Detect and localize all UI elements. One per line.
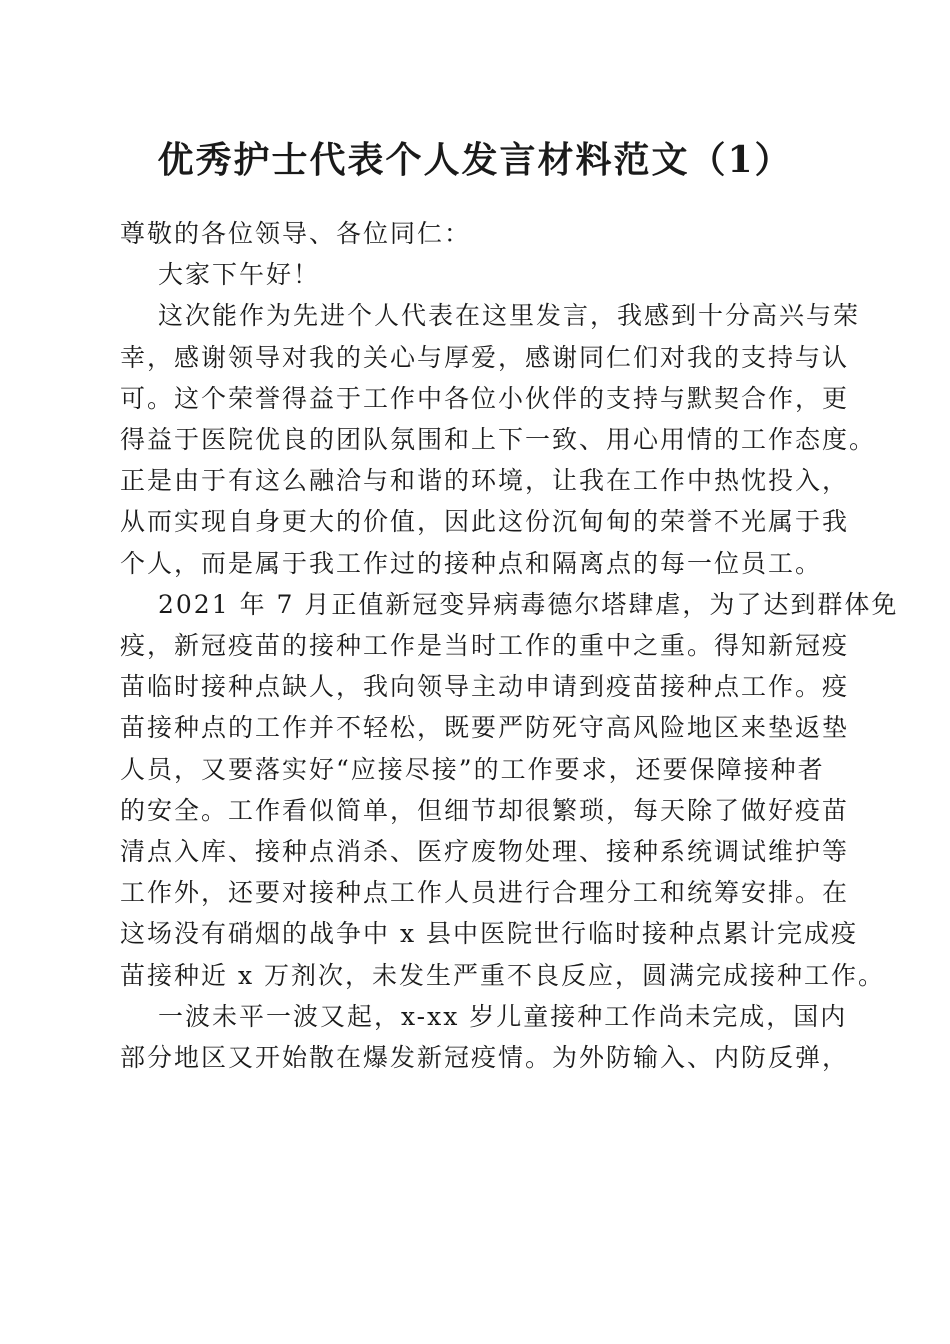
text-line: 苗接种点的工作并不轻松，既要严防死守高风险地区来垫返垫 bbox=[120, 713, 850, 743]
text-line: 2021 年 7 月正值新冠变异病毒德尔塔肆虐，为了达到群体免 bbox=[158, 589, 899, 619]
text-line: 从而实现自身更大的价值，因此这份沉甸甸的荣誉不光属于我 bbox=[120, 507, 850, 537]
text-line: 疫，新冠疫苗的接种工作是当时工作的重中之重。得知新冠疫 bbox=[120, 631, 850, 661]
text-line: 得益于医院优良的团队氛围和上下一致、用心用情的工作态度。 bbox=[120, 425, 877, 455]
document-title: 优秀护士代表个人发言材料范文（1） bbox=[157, 139, 793, 181]
document-body bbox=[120, 213, 899, 1078]
text-line: 清点入库、接种点消杀、医疗废物处理、接种系统调试维护等 bbox=[120, 837, 850, 867]
text-line: 可。这个荣誉得益于工作中各位小伙伴的支持与默契合作，更 bbox=[120, 383, 850, 413]
text-line: 人员，又要落实好“应接尽接”的工作要求，还要保障接种者 bbox=[120, 754, 825, 784]
text-line: 这次能作为先进个人代表在这里发言，我感到十分高兴与荣 bbox=[158, 301, 861, 331]
text-line: 苗临时接种点缺人，我向领导主动申请到疫苗接种点工作。疫 bbox=[120, 672, 850, 702]
text-line: 这场没有硝烟的战争中 x 县中医院世行临时接种点累计完成疫 bbox=[120, 919, 858, 949]
text-line: 一波未平一波又起，x-xx 岁儿童接种工作尚未完成，国内 bbox=[158, 1001, 848, 1031]
text-line: 个人，而是属于我工作过的接种点和隔离点的每一位员工。 bbox=[120, 548, 823, 578]
text-line: 苗接种近 x 万剂次，未发生严重不良反应，圆满完成接种工作。 bbox=[120, 960, 885, 990]
text-line: 部分地区又开始散在爆发新冠疫情。为外防输入、内防反弹， bbox=[120, 1043, 850, 1073]
text-line: 的安全。工作看似简单，但细节却很繁琐，每天除了做好疫苗 bbox=[120, 795, 850, 825]
text-line: 工作外，还要对接种点工作人员进行合理分工和统筹安排。在 bbox=[120, 878, 850, 908]
text-line: 尊敬的各位领导、各位同仁： bbox=[120, 219, 472, 248]
text-line: 大家下午好！ bbox=[158, 260, 321, 290]
text-line: 幸，感谢领导对我的关心与厚爱，感谢同仁们对我的支持与认 bbox=[120, 342, 850, 372]
text-line: 正是由于有这么融洽与和谐的环境，让我在工作中热忱投入， bbox=[120, 466, 850, 496]
